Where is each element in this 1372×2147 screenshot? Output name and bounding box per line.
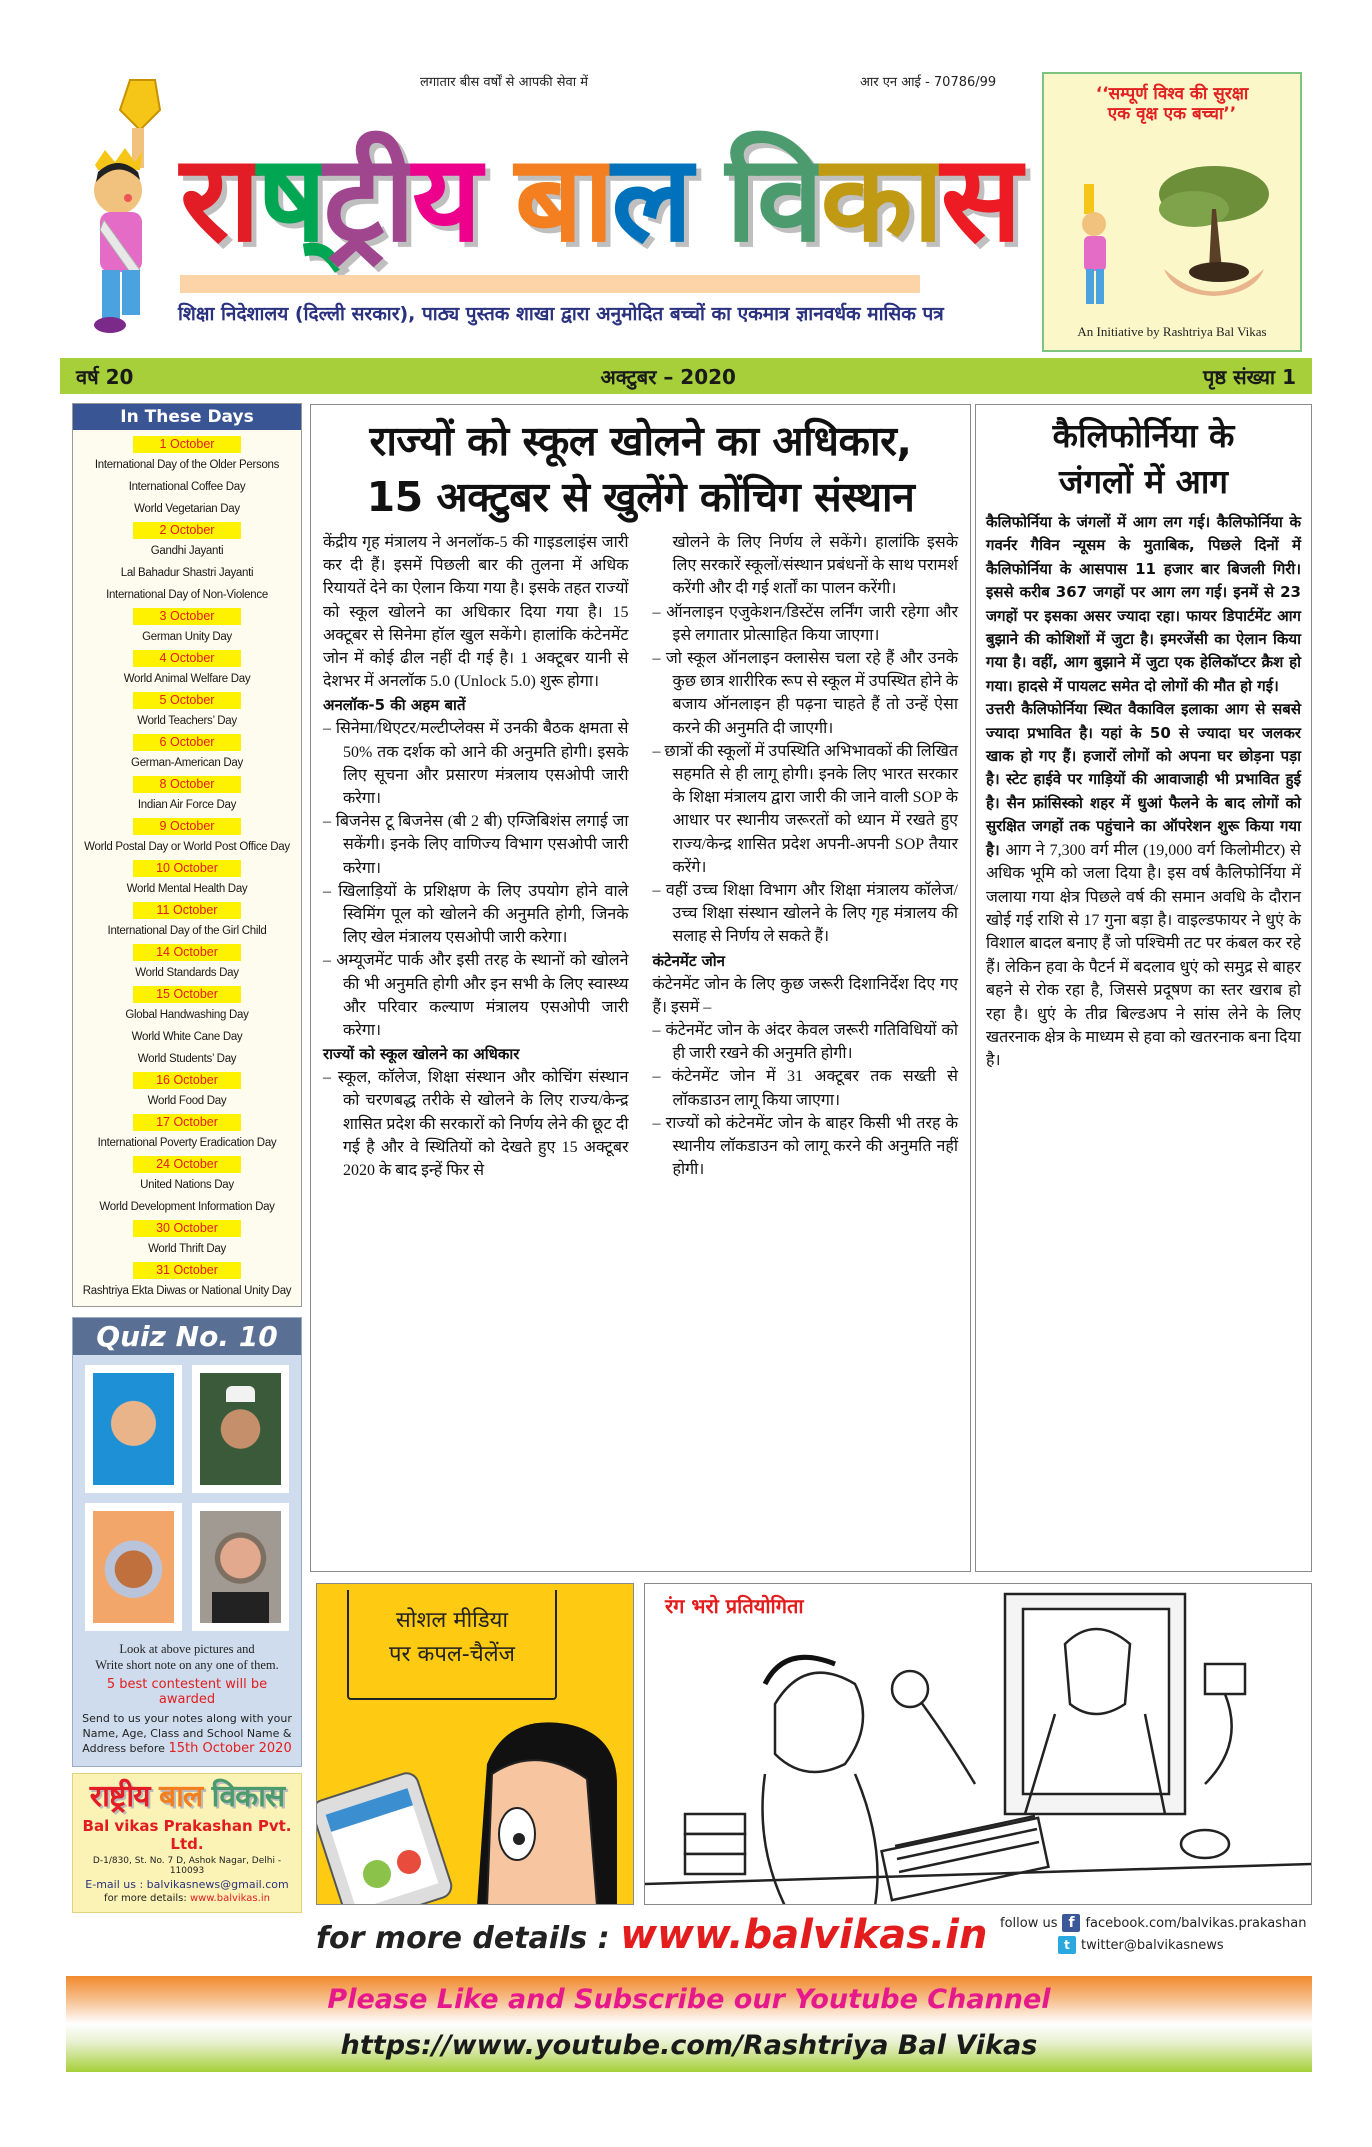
twitter-icon[interactable]: t xyxy=(1058,1936,1076,1954)
youtube-channel-link[interactable]: https://www.youtube.com/Rashtriya Bal Vikas xyxy=(340,2030,1038,2061)
quiz-title: Quiz No. 10 xyxy=(73,1318,301,1355)
social-links xyxy=(1000,1912,1307,1956)
article-bullet: – बिजनेस टू बिजनेस (बी 2 बी) एग्जिबिशंस लगाई जा सकेंगी। इनके लिए वाणिज्य विभाग एसओपी जारी करेगा। xyxy=(323,813,629,877)
day-date-badge: 24 October xyxy=(133,1156,241,1173)
initiative-quote xyxy=(1044,74,1300,125)
quiz-line: Look at above pictures and xyxy=(119,1642,255,1656)
article-continued: खोलने के लिए निर्णय ले सकेंगे। हालांकि इसके लिए सरकारें स्कूलों/संस्थान प्रबंधनों के साथ परामर्श करेंगी और दी गई शर्तों का पालन करेंगी। xyxy=(672,534,958,598)
article-column-2 xyxy=(653,531,959,1182)
side-headline xyxy=(986,413,1301,505)
day-date-badge: 9 October xyxy=(133,818,241,835)
main-article-schools xyxy=(310,404,971,1572)
day-date-badge: 3 October xyxy=(133,608,241,625)
title-part: य xyxy=(412,130,479,269)
rni-number: आर एन आई - 70786/99 xyxy=(860,75,997,90)
quiz-box xyxy=(72,1317,302,1767)
website-link[interactable]: www.balvikas.in xyxy=(620,1912,988,1958)
article-bullet: – खिलाड़ियों के प्रशिक्षण के लिए उपयोग होने वाले स्विमिंग पूल को खोलने की अनुमति होगी, जिनके लिए खेल मंत्रालय एसओपी जारी करेगा। xyxy=(323,882,629,947)
title-part: ष् xyxy=(257,130,324,269)
day-event: International Day of Non-Violence xyxy=(106,589,268,601)
day-date-badge: 17 October xyxy=(133,1114,241,1131)
logo-part: विकास xyxy=(202,1779,285,1814)
day-event: World Thrift Day xyxy=(148,1243,226,1255)
quiz-photo-gandhi xyxy=(85,1365,182,1493)
day-date-badge: 14 October xyxy=(133,944,241,961)
publisher-website-link[interactable]: www.balvikas.in xyxy=(189,1893,270,1904)
day-event: World Animal Welfare Day xyxy=(123,673,251,685)
more-details-label: for more details xyxy=(316,1921,588,1956)
tagline: लगातार बीस वर्षों से आपकी सेवा में xyxy=(420,75,589,90)
trophy-boy-mascot-icon xyxy=(70,70,190,340)
day-event: World Standards Day xyxy=(135,967,239,979)
title-part: ल xyxy=(611,130,690,269)
logo-part: राष्ट्रीय xyxy=(89,1779,150,1814)
article-paragraph: कंटेनमेंट जोन के लिए कुछ जरूरी दिशानिर्देश दिए गए हैं। इसमें – xyxy=(652,975,958,1016)
article-subhead: राज्यों को स्कूल खोलने का अधिकार xyxy=(323,1045,520,1064)
initiative-box xyxy=(1042,72,1302,352)
day-event: World Food Day xyxy=(147,1095,227,1107)
quiz-photo-gates xyxy=(192,1503,289,1631)
volume-year: वर्ष 20 xyxy=(76,364,134,389)
colouring-contest-cartoon xyxy=(644,1583,1312,1905)
day-event: World White Cane Day xyxy=(131,1031,243,1043)
day-event: Rashtriya Ekta Diwas or National Unity Day xyxy=(82,1285,292,1297)
title-part: बा xyxy=(514,130,612,269)
article-intro: केंद्रीय गृह मंत्रालय ने अनलॉक-5 की गाइडलाइंस जारी कर दी हैं। इसमें पिछली बार की तुलना में अधिक रियायतें देने का ऐलान किया गया है। इसके तहत राज्यों को स्कूल खोलने का अधिकार दिया गया है। 15 अक्टूबर से सिनेमा हॉल खुल सकेंगे। हालांकि कंटेनमेंट जोन में कोई ढील नहीं दी गई है। 1 अक्टूबर यानी से देशभर में अनलॉक 5.0 (Unlock 5.0) शुरू होगा। xyxy=(323,534,629,691)
day-event: International Day of the Girl Child xyxy=(107,925,267,937)
day-event: World Vegetarian Day xyxy=(134,503,240,515)
article-bullet: – स्कूल, कॉलेज, शिक्षा संस्थान और कोचिंग संस्थान को चरणबद्ध तरीके से खोलने के लिए राज्य/केन्द्र शासित प्रदेश की सरकारों को निर्णय लेने की छूट दी गई है और वे स्थितियों को देखते हुए 15 अक्टूबर 2020 के बाद इन्हें फिर से xyxy=(323,1069,629,1180)
title-part: का xyxy=(820,130,941,269)
side-paragraph: उत्तरी कैलिफोर्निया स्थित वैकाविल इलाका आग से सबसे ज्यादा प्रभावित है। यहां के 50 से ज्यादा घर जलकर खाक हो गए हैं। हजारों लोगों को अपना घर छोड़ना पड़ा है। स्टेट हाईवे पर गाड़ियों की आवाजाही भी प्रभावित हुई है। सैन फ्रांसिस्को शहर में धुआं फैलने के बाद लोगों को सुरक्षित जगहों तक पहुंचाने का ऑपरेशन शुरू किया गया है। xyxy=(986,700,1301,859)
newspaper-title xyxy=(180,100,1019,269)
masthead xyxy=(60,60,1310,350)
article-bullet: – कंटेनमेंट जोन में 31 अक्टूबर तक सख्ती से लॉकडाउन लागू किया जाएगा। xyxy=(652,1068,958,1109)
days-list xyxy=(73,430,301,1306)
quiz-award: 5 best contestent will be awarded xyxy=(106,1677,268,1707)
issue-month: अक्टुबर – 2020 xyxy=(600,364,736,389)
publisher-box xyxy=(72,1773,302,1913)
article-bullet: – राज्यों को कंटेनमेंट जोन के बाहर किसी भी तरह के स्थानीय लॉकडाउन को लागू करने की अनुमति नहीं होगी। xyxy=(652,1114,958,1179)
side-article-california-fire xyxy=(975,404,1312,1572)
separator: : xyxy=(587,1921,621,1956)
article-column-1 xyxy=(323,531,629,1182)
caption-line: सोशल मीडिया xyxy=(395,1608,509,1633)
day-event: International Poverty Eradication Day xyxy=(97,1137,277,1149)
in-these-days-title: In These Days xyxy=(73,404,301,430)
facebook-icon[interactable]: f xyxy=(1062,1914,1080,1932)
follow-us-label: follow us xyxy=(1000,1915,1058,1931)
day-date-badge: 2 October xyxy=(133,522,241,539)
side-paragraph: आग ने 7,300 वर्ग मील (19,000 वर्ग किलोमीटर) से अधिक भूमि को जला दिया है। इस वर्ष कैलिफोर्निया में जलाया गया क्षेत्र पिछले वर्ष की समान अवधि के दौरान खोई गई राशि से 17 गुना बड़ा है। वाइल्डफायर ने धुएं के विशाल बादल बनाए हैं जो पश्चिमी तट पर कंबल कर रहे हैं। लेकिन हवा के पैटर्न में बदलाव धुएं को समुद्र से बाहर बहने से रोक रहा है, जिससे प्रदूषण का स्तर खराब हो रहा है। धुएं के तीव्र बिल्डअप ने सांस लेने के लिए खतरनाक क्षेत्र के माध्यम से हवा को खतरनाक बना दिया है। xyxy=(986,841,1301,1070)
headline-line: कैलिफोर्निया के xyxy=(1052,416,1235,455)
article-subhead: कंटेनमेंट जोन xyxy=(652,951,725,970)
side-article-body xyxy=(986,511,1301,1073)
main-headline xyxy=(323,413,958,525)
title-part: ट्री xyxy=(323,130,413,269)
quote-line: ‘‘सम्पूर्ण विश्व की सुरक्षा xyxy=(1095,84,1249,104)
title-underline-bar xyxy=(180,275,920,293)
article-subhead: अनलॉक-5 की अहम बातें xyxy=(323,696,466,715)
publisher-address: D-1/830, St. No. 7 D, Ashok Nagar, Delhi - 110093 xyxy=(92,1856,282,1876)
headline-line: 15 अक्टुबर से खुलेंगे कोंचिग संस्थान xyxy=(366,473,915,521)
headline-line: राज्यों को स्कूल खोलने का अधिकार, xyxy=(369,417,912,465)
article-bullet: – ऑनलाइन एजुकेशन/डिस्टेंस लर्निंग जारी रहेगा और इसे लगातार प्रोत्साहित किया जाएगा। xyxy=(652,603,958,644)
day-event: United Nations Day xyxy=(140,1179,234,1191)
article-bullet: – वहीं उच्च शिक्षा विभाग और शिक्षा मंत्रालय कॉलेज/उच्च शिक्षा संस्थान खोलने के लिए गृह मंत्रालय की सलाह से निर्णय ले सकते हैं। xyxy=(652,882,958,946)
day-date-badge: 8 October xyxy=(133,776,241,793)
day-date-badge: 1 October xyxy=(133,436,241,453)
day-date-badge: 6 October xyxy=(133,734,241,751)
article-columns xyxy=(323,531,958,1182)
day-event: World Students’ Day xyxy=(137,1053,237,1065)
date-bar xyxy=(60,358,1312,394)
article-bullet: – कंटेनमेंट जोन के अंदर केवल जरूरी गतिविधियों को ही जारी रखने की अनुमति होगी। xyxy=(652,1022,958,1063)
title-part: वि xyxy=(725,130,821,269)
article-bullet: – अम्यूजमेंट पार्क और इसी तरह के स्थानों को खोलने की भी अनुमति होगी और इन सभी के लिए स्वास्थ्य और परिवार कल्याण मंत्रालय एसओपी जारी करेगा। xyxy=(323,952,629,1040)
couple-challenge-cartoon xyxy=(316,1583,634,1905)
day-event: International Coffee Day xyxy=(128,481,246,493)
quiz-photo-kalam xyxy=(85,1503,182,1631)
publisher-web-label: for more details: xyxy=(104,1893,187,1904)
article-bullet: – सिनेमा/थिएटर/मल्टीप्लेक्स में उनकी बैठक क्षमता से 50% तक दर्शक को आने की अनुमति होगी। इसके लिए सूचना और प्रसारण मंत्रलाय एसओपी जारी करेगा। xyxy=(323,720,629,808)
caption-line: पर कपल-चैलेंज xyxy=(389,1642,515,1667)
quiz-deadline: 15th October 2020 xyxy=(168,1741,292,1756)
day-event: Gandhi Jayanti xyxy=(150,545,224,557)
day-date-badge: 4 October xyxy=(133,650,241,667)
quiz-photos xyxy=(73,1355,301,1637)
quiz-send-line: Address before xyxy=(82,1742,165,1755)
day-date-badge: 11 October xyxy=(133,902,241,919)
quiz-instructions xyxy=(73,1637,301,1766)
colouring-contest-title: रंग भरो प्रतियोगिता xyxy=(665,1594,804,1618)
day-event: International Day of the Older Persons xyxy=(94,459,280,471)
day-event: Indian Air Force Day xyxy=(137,799,237,811)
publisher-logo xyxy=(77,1780,297,1813)
headline-line: जंगलों में आग xyxy=(1058,462,1228,501)
page-number: पृष्ठ संख्या 1 xyxy=(1203,364,1296,389)
day-date-badge: 10 October xyxy=(133,860,241,877)
day-event: World Mental Health Day xyxy=(126,883,248,895)
boy-punched-from-computer-icon xyxy=(645,1584,1312,1905)
quote-line: एक वृक्ष एक बच्चा’’ xyxy=(1107,104,1237,125)
man-with-phone-icon xyxy=(317,1704,634,1905)
day-date-badge: 30 October xyxy=(133,1220,241,1237)
day-date-badge: 31 October xyxy=(133,1262,241,1279)
tree-in-hands-icon xyxy=(1064,154,1284,314)
title-part: स xyxy=(940,130,1019,269)
in-these-days-box xyxy=(72,403,302,1307)
initiative-caption: An Initiative by Rashtriya Bal Vikas xyxy=(1077,324,1267,339)
day-date-badge: 15 October xyxy=(133,986,241,1003)
quiz-send-line: Send to us your notes along with your xyxy=(82,1712,292,1725)
quiz-send-line: Name, Age, Class and School Name & xyxy=(82,1727,292,1740)
article-bullet: – जो स्कूल ऑनलाइन क्लासेस चला रहे हैं और उनके कुछ छात्र शारीरिक रूप से स्कूल में उपस्थित होने के बजाय ऑनलाइन ही पढ़ना चाहते हैं तो उन्हें ऐसा करने की अनुमति दी जाएगी। xyxy=(652,650,958,737)
title-part: रा xyxy=(180,130,258,269)
day-date-badge: 5 October xyxy=(133,692,241,709)
publisher-name: Bal vikas Prakashan Pvt. Ltd. xyxy=(82,1817,292,1853)
more-details-line xyxy=(316,1912,987,1958)
youtube-banner xyxy=(66,1976,1312,2072)
quiz-line: Write short note on any one of them. xyxy=(95,1658,279,1672)
article-bullet: – छात्रों की स्कूलों में उपस्थिति अभिभावकों की लिखित सहमति से ही लागू होगी। इनके लिए भारत सरकार के शिक्षा मंत्रालय द्वारा जारी की जाने वाली SOP के आधार पर स्थानीय जरूरतों को ध्यान में रखते हुए राज्य/केन्द्र शासित प्रदेश अपनी-अपनी SOP तैयार करेंगे। xyxy=(652,742,958,876)
subscribe-text: Please Like and Subscribe our Youtube Channel xyxy=(327,1984,1051,2015)
day-event: German Unity Day xyxy=(142,631,232,643)
cartoon-caption xyxy=(347,1590,557,1700)
day-event: German-American Day xyxy=(131,757,243,769)
quiz-photo-shastri xyxy=(192,1365,289,1493)
day-date-badge: 16 October xyxy=(133,1072,241,1089)
day-event: Global Handwashing Day xyxy=(125,1009,249,1021)
day-event: Lal Bahadur Shastri Jayanti xyxy=(120,567,254,579)
day-event: World Teachers’ Day xyxy=(137,715,237,727)
twitter-link[interactable]: twitter@balvikasnews xyxy=(1081,1937,1224,1953)
logo-part: बाल xyxy=(149,1779,203,1814)
publisher-email[interactable]: E-mail us : balvikasnews@gmail.com xyxy=(85,1878,289,1891)
day-event: World Development Information Day xyxy=(99,1201,275,1213)
side-paragraph: कैलिफोर्निया के जंगलों में आग लग गई। कैलिफोर्निया के गवर्नर गैविन न्यूसम के मुताबिक, पिछले दिनों में कैलिफोर्निया के आसपास 11 हजार बार बिजली गिरी। इससे करीब 367 जगहों पर आग लग गई। इनमें से 23 जगहों पर इसका असर ज्यादा रहा। फायर डिपार्टमेंट आग बुझाने की कोशिशों में जुटा है। इमरजेंसी का ऐलान किया गया है। वहीं, आग बुझाने में जुटा एक हेलिकॉप्टर क्रैश हो गया। हादसे में पायलट समेत दो लोगों की मौत हो गई। xyxy=(986,513,1301,695)
day-event: World Postal Day or World Post Office Day xyxy=(84,841,290,853)
facebook-link[interactable]: facebook.com/balvikas.prakashan xyxy=(1085,1915,1307,1931)
sidebar xyxy=(72,403,302,1913)
masthead-subtitle: शिक्षा निदेशालय (दिल्ली सरकार), पाठ्य पुस्तक शाखा द्वारा अनुमोदित बच्चों का एकमात्र ज्ञानवर्धक मासिक पत्र xyxy=(178,303,944,325)
